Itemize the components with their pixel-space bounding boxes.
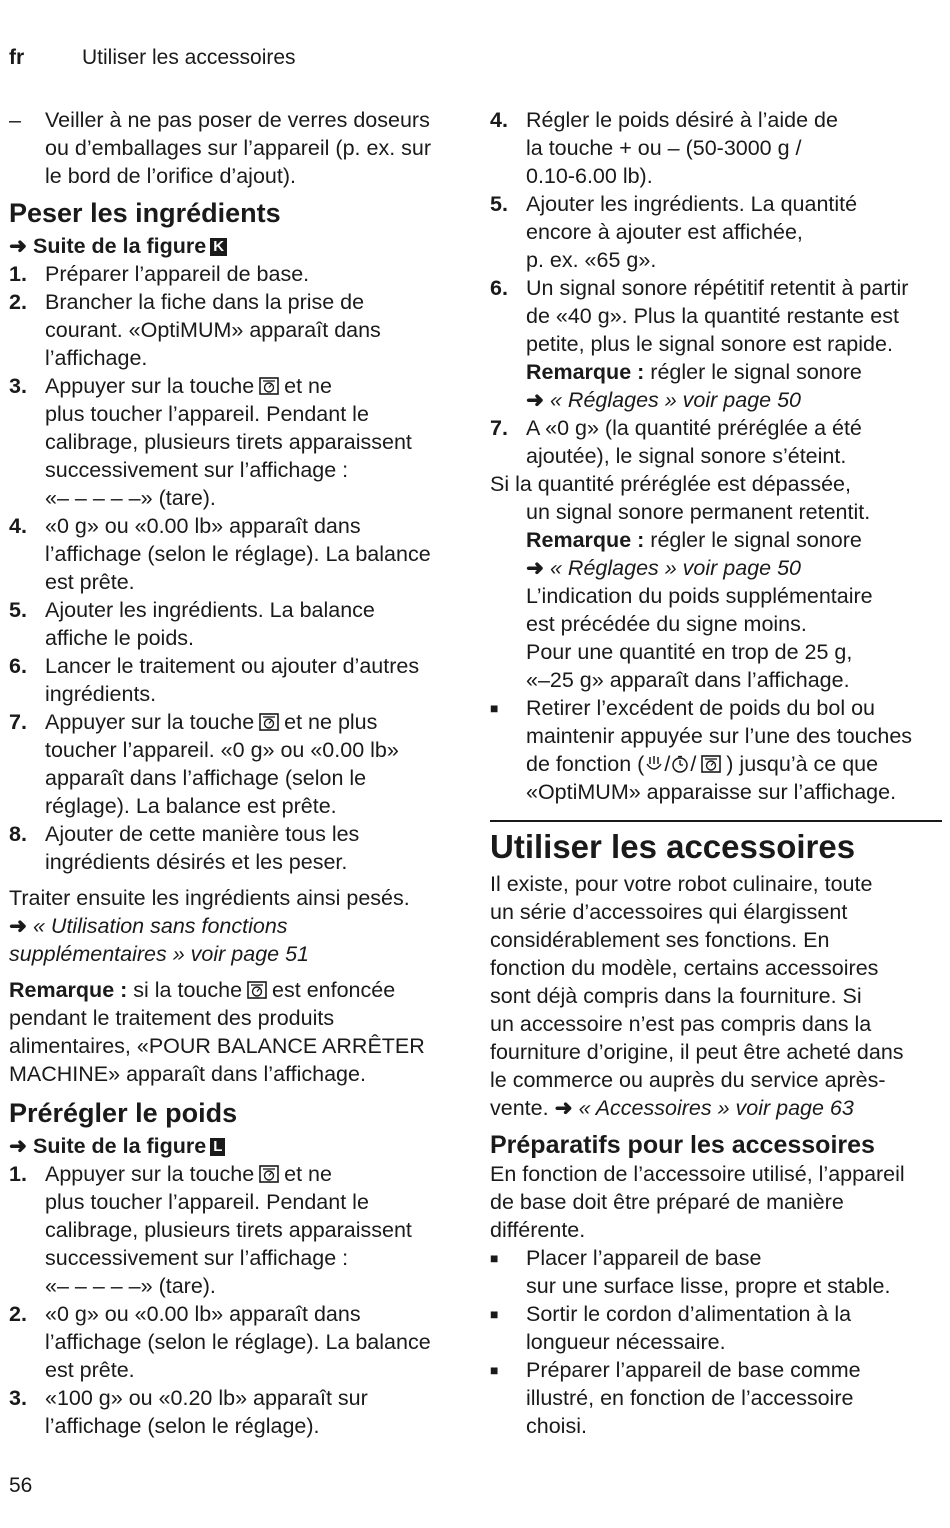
bullet-text: longueur nécessaire. — [526, 1330, 726, 1354]
scale-icon — [258, 712, 280, 732]
step-number: 2. — [9, 290, 27, 314]
bullet-text: illustré, en fonction de l’accessoire — [526, 1386, 854, 1410]
right-column — [490, 106, 942, 1440]
step-text: Brancher la fiche dans la prise de — [45, 290, 365, 314]
step-text: et ne plus — [284, 710, 378, 734]
step-text: toucher l’appareil. «0 g» ou «0.00 lb» — [45, 738, 399, 762]
paragraph-text: un accessoire n’est pas compris dans la — [490, 1012, 872, 1036]
paragraph-text: est précédée du signe moins. — [526, 612, 807, 636]
step-text: plus toucher l’appareil. Pendant le — [45, 402, 369, 426]
bullet-text: ) jusqu’à ce que — [726, 752, 879, 776]
subsection-heading-preparation: Préparatifs pour les accessoires — [490, 1131, 875, 1159]
step-text: Appuyer sur la touche — [45, 710, 255, 734]
bullet-text: «OptiMUM» apparaisse sur l’affichage. — [526, 780, 897, 804]
step-text: est prête. — [45, 1358, 135, 1382]
bullet-text-with-icons: de fonction ( / / ) jusqu’à ce que — [526, 752, 879, 776]
step-number: 1. — [9, 262, 27, 286]
paragraph-text: L’indication du poids supplémentaire — [526, 584, 873, 608]
timer-icon — [670, 754, 690, 774]
bullet-remove-excess — [490, 694, 942, 806]
step-text: et ne — [284, 374, 332, 398]
step-number: 7. — [9, 710, 27, 734]
step-text: Un signal sonore répétitif retentit à partir — [526, 276, 909, 300]
step-number: 8. — [9, 822, 27, 846]
cross-reference-text[interactable]: supplémentaires » voir page 51 — [9, 942, 309, 966]
figure-reference-text: Suite de la figure — [33, 234, 207, 258]
weigh-step-2 — [9, 288, 471, 372]
section-divider — [490, 820, 942, 824]
scale-icon — [246, 980, 268, 1000]
scale-icon — [258, 1164, 280, 1184]
left-column — [9, 106, 471, 1440]
section-heading-preset: Prérégler le poids — [9, 1098, 238, 1128]
paragraph-text: différente. — [490, 1218, 586, 1242]
note-text: régler le signal sonore — [650, 528, 862, 552]
step-number: 1. — [9, 1162, 27, 1186]
step-number: 3. — [9, 1386, 27, 1410]
weigh-step-1 — [9, 260, 471, 288]
paragraph-text: Si la quantité préréglée est dépassée, — [490, 472, 851, 496]
weigh-step-3 — [9, 372, 471, 512]
step-text-with-icon — [45, 1160, 471, 1188]
note-label: Remarque : — [526, 360, 645, 384]
paragraph-text: fourniture d’origine, il peut être acheté dans — [490, 1040, 904, 1064]
step-text: et ne — [284, 1162, 332, 1186]
section-heading-weigh: Peser les ingrédients — [9, 198, 281, 228]
step-text: plus toucher l’appareil. Pendant le — [45, 1190, 369, 1214]
preset-step-5 — [490, 190, 942, 274]
step-text: Appuyer sur la touche — [45, 374, 255, 398]
step-number: 6. — [9, 654, 27, 678]
bullet-text: Sortir le cordon d’alimentation à la — [526, 1302, 852, 1326]
step-text: Préparer l’appareil de base. — [45, 262, 310, 286]
step-text: l’affichage. — [45, 346, 148, 370]
step-text: «0 g» ou «0.00 lb» apparaît dans — [45, 514, 361, 538]
step-text: Ajouter les ingrédients. La quantité — [526, 192, 858, 216]
figure-letter-badge: K — [210, 238, 227, 256]
step-text: affiche le poids. — [45, 626, 195, 650]
paragraph-text: «–25 g» apparaît dans l’affichage. — [526, 668, 850, 692]
preset-step-7 — [490, 414, 942, 470]
figure-reference-l — [9, 1132, 471, 1160]
paragraph-text: le commerce ou auprès du service après- — [490, 1068, 886, 1092]
step-text: «– – – – –» (tare). — [45, 486, 216, 510]
intro-line: Veiller à ne pas poser de verres doseurs — [45, 108, 430, 132]
running-header-title: Utiliser les accessoires — [82, 46, 296, 69]
figure-reference-text: Suite de la figure — [33, 1134, 207, 1158]
paragraph-text: fonction du modèle, certains accessoires — [490, 956, 879, 980]
scale-icon — [700, 754, 722, 774]
step-text: Ajouter de cette manière tous les — [45, 822, 360, 846]
step-text: petite, plus le signal sonore est rapide. — [526, 332, 893, 356]
bullet-square: ■ — [490, 1306, 499, 1322]
bullet-text: Retirer l’excédent de poids du bol ou — [526, 696, 875, 720]
step-number: 2. — [9, 1302, 27, 1326]
note-text: MACHINE» apparaît dans l’affichage. — [9, 1062, 366, 1086]
step-number: 5. — [490, 192, 508, 216]
preset-step-3 — [9, 1384, 471, 1440]
step-text: «100 g» ou «0.20 lb» apparaît sur — [45, 1386, 368, 1410]
step-text: p. ex. «65 g». — [526, 248, 657, 272]
paragraph-text: vente. — [490, 1096, 549, 1120]
preset-step-4 — [490, 106, 942, 190]
step-text: courant. «OptiMUM» apparaît dans — [45, 318, 381, 342]
paragraph-text: Pour une quantité en trop de 25 g, — [526, 640, 853, 664]
cross-reference-link[interactable]: « Accessoires » voir page 63 — [578, 1096, 854, 1120]
cross-reference-text: « Utilisation sans fonctions — [33, 914, 288, 938]
bullet-item — [490, 1244, 942, 1300]
step-text: Lancer le traitement ou ajouter d’autres — [45, 654, 420, 678]
paragraph-text: sont déjà compris dans la fourniture. Si — [490, 984, 862, 1008]
language-code: fr — [9, 46, 25, 69]
step-text: Ajouter les ingrédients. La balance — [45, 598, 375, 622]
figure-letter-badge: L — [210, 1138, 225, 1156]
figure-reference-k — [9, 232, 471, 260]
preset-step-6 — [490, 274, 942, 414]
note-text: est enfoncée — [272, 978, 396, 1002]
step-text: de «40 g». Plus la quantité restante est — [526, 304, 899, 328]
note-text: pendant le traitement des produits — [9, 1006, 335, 1030]
paragraph-text: un signal sonore permanent retentit. — [526, 500, 871, 524]
step-text: ingrédients. — [45, 682, 157, 706]
paragraph-text: un série d’accessoires qui élargissent — [490, 900, 848, 924]
note-text: alimentaires, «POUR BALANCE ARRÊTER — [9, 1034, 425, 1058]
arrow-icon: ➜ — [526, 388, 545, 412]
paragraph-with-link — [490, 1094, 942, 1122]
preset-step-2 — [9, 1300, 471, 1384]
section-heading-accessories: Utiliser les accessoires — [490, 828, 856, 865]
bullet-text: sur une surface lisse, propre et stable. — [526, 1274, 891, 1298]
step-text: la touche + ou – (50-3000 g / — [526, 136, 802, 160]
note-label: Remarque : — [526, 528, 645, 552]
paragraph-text: considérablement ses fonctions. En — [490, 928, 830, 952]
cross-reference-link[interactable] — [526, 554, 942, 582]
step-number: 5. — [9, 598, 27, 622]
bullet-text: maintenir appuyée sur l’une des touches — [526, 724, 913, 748]
bullet-square: ■ — [490, 1362, 499, 1378]
mixing-tool-icon — [644, 754, 664, 774]
step-text: ingrédients désirés et les peser. — [45, 850, 348, 874]
dash-marker: – — [9, 108, 21, 132]
bullet-item — [490, 1300, 942, 1356]
bullet-text: de fonction ( — [526, 752, 645, 776]
step-text: ajoutée), le signal sonore s’éteint. — [526, 444, 847, 468]
step-text: successivement sur l’affichage : — [45, 1246, 349, 1270]
note-line-with-icon — [9, 976, 471, 1004]
step-text: 0.10-6.00 lb). — [526, 164, 653, 188]
cross-reference-text: « Réglages » voir page 50 — [550, 556, 802, 580]
bullet-text: choisi. — [526, 1414, 587, 1438]
step-text: est prête. — [45, 570, 135, 594]
intro-dash-item — [9, 106, 471, 190]
step-text: Appuyer sur la touche — [45, 1162, 255, 1186]
paragraph-text: Traiter ensuite les ingrédients ainsi pesés. — [9, 886, 410, 910]
note-line — [526, 358, 942, 386]
preset-step-1 — [9, 1160, 471, 1300]
step-text: l’affichage (selon le réglage). — [45, 1414, 320, 1438]
step-number: 3. — [9, 374, 27, 398]
arrow-icon: ➜ — [9, 1134, 28, 1158]
step-number: 4. — [9, 514, 27, 538]
step-text: successivement sur l’affichage : — [45, 458, 349, 482]
note-label: Remarque : — [9, 978, 128, 1002]
weigh-step-7 — [9, 708, 471, 820]
weigh-step-4 — [9, 512, 471, 596]
arrow-icon: ➜ — [526, 556, 545, 580]
step-text: réglage). La balance est prête. — [45, 794, 337, 818]
step-text-with-icon — [45, 372, 471, 400]
page-number: 56 — [9, 1474, 33, 1497]
paragraph-text: Il existe, pour votre robot culinaire, toute — [490, 872, 873, 896]
step-text: l’affichage (selon le réglage). La balance — [45, 1330, 431, 1354]
note-text: si la touche — [133, 978, 243, 1002]
arrow-icon: ➜ — [9, 234, 28, 258]
step-number: 4. — [490, 108, 508, 132]
weigh-step-6 — [9, 652, 471, 708]
cross-reference-text: « Réglages » voir page 50 — [550, 388, 802, 412]
step-text: l’affichage (selon le réglage). La balance — [45, 542, 431, 566]
paragraph-text: En fonction de l’accessoire utilisé, l’appareil — [490, 1162, 905, 1186]
step-text: «0 g» ou «0.00 lb» apparaît dans — [45, 1302, 361, 1326]
step-text: Régler le poids désiré à l’aide de — [526, 108, 838, 132]
arrow-icon: ➜ — [554, 1096, 573, 1120]
bullet-text: Placer l’appareil de base — [526, 1246, 762, 1270]
step-text: encore à ajouter est affichée, — [526, 220, 803, 244]
step-text: «– – – – –» (tare). — [45, 1274, 216, 1298]
weigh-step-5 — [9, 596, 471, 652]
bullet-square: ■ — [490, 1250, 499, 1266]
step-text-with-icon — [45, 708, 471, 736]
weigh-step-8 — [9, 820, 471, 876]
bullet-item — [490, 1356, 942, 1440]
note-line — [526, 526, 942, 554]
step-text: calibrage, plusieurs tirets apparaissent — [45, 430, 412, 454]
step-text: apparaît dans l’affichage (selon le — [45, 766, 367, 790]
step-number: 7. — [490, 416, 508, 440]
bullet-square: ■ — [490, 700, 499, 716]
step-text: A «0 g» (la quantité préréglée a été — [526, 416, 862, 440]
bullet-text: Préparer l’appareil de base comme — [526, 1358, 861, 1382]
note-text: régler le signal sonore — [650, 360, 862, 384]
step-number: 6. — [490, 276, 508, 300]
intro-line: ou d’emballages sur l’appareil (p. ex. sur — [45, 136, 432, 160]
cross-reference-link[interactable] — [526, 386, 942, 414]
paragraph-text: de base doit être préparé de manière — [490, 1190, 844, 1214]
cross-reference-link[interactable] — [9, 912, 471, 940]
step-text: calibrage, plusieurs tirets apparaissent — [45, 1218, 412, 1242]
scale-icon — [258, 376, 280, 396]
arrow-icon: ➜ — [9, 914, 28, 938]
intro-line: le bord de l’orifice d’ajout). — [45, 164, 296, 188]
